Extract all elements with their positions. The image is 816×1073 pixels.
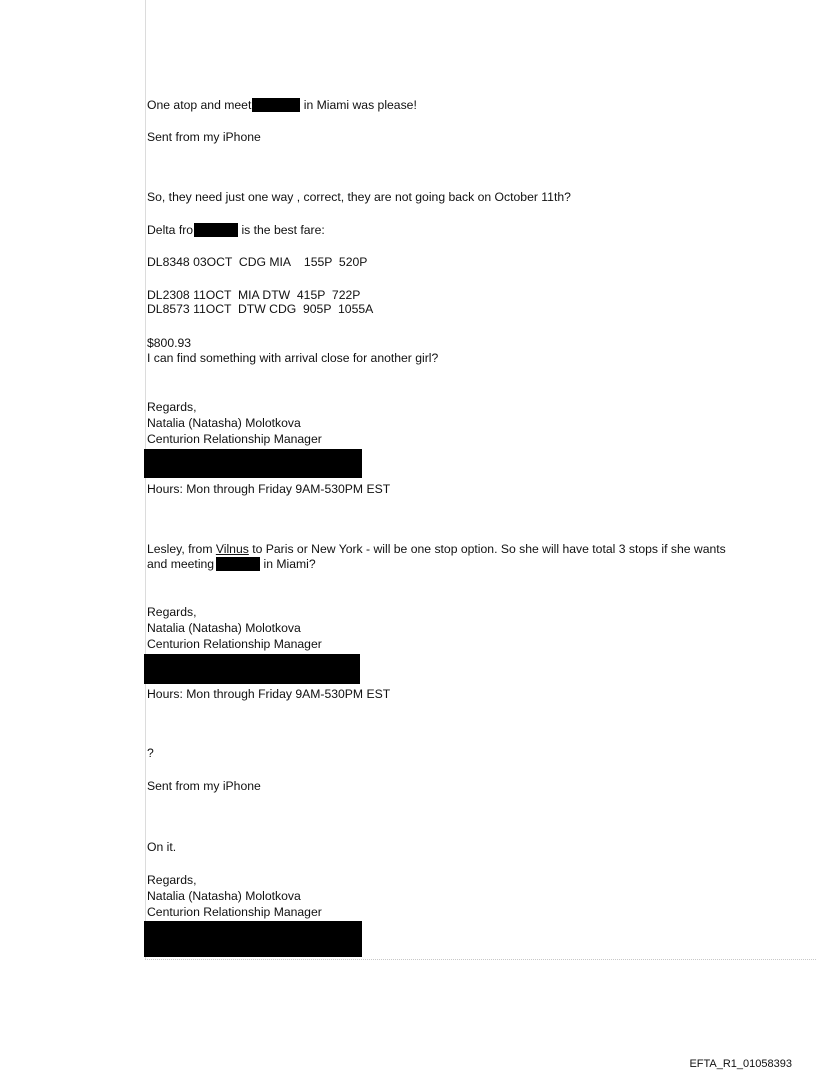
- email3-vilnus-text: Vilnus: [215, 542, 249, 556]
- email2-regards: Regards,: [147, 400, 197, 414]
- email3-line2-end: in Miami?: [260, 557, 316, 571]
- email5-sender-name: Natalia (Natasha) Molotkova: [147, 889, 301, 903]
- email3-line2-start: and meeting: [147, 557, 215, 571]
- email3-regards: Regards,: [147, 605, 197, 619]
- email1-text-after: in Miami was please!: [300, 98, 417, 112]
- redaction-box: [144, 449, 362, 478]
- email4-signature: Sent from my iPhone: [147, 779, 261, 793]
- delta-prefix: Delta fro: [147, 223, 194, 237]
- email1-text-before: One atop and meet: [147, 98, 252, 112]
- flight-line-3: DL8573 11OCT DTW CDG 905P 1055A: [147, 302, 374, 316]
- redaction-box: [216, 557, 260, 571]
- email2-delta-line: [147, 223, 325, 237]
- email3-line1-start: Lesley, from: [147, 542, 216, 556]
- flight-line-1: DL8348 03OCT CDG MIA 155P 520P: [147, 255, 368, 269]
- fare-price: $800.93: [147, 336, 192, 350]
- delta-suffix: is the best fare:: [238, 223, 325, 237]
- flight-line-2: DL2308 11OCT MIA DTW 415P 722P: [147, 288, 361, 302]
- thread-divider: [145, 959, 816, 960]
- email3-line2: [147, 557, 316, 571]
- email2-sender-title: Centurion Relationship Manager: [147, 432, 322, 446]
- email5-sender-title: Centurion Relationship Manager: [147, 905, 322, 919]
- email5-text: On it.: [147, 840, 177, 854]
- email3-sender-title: Centurion Relationship Manager: [147, 637, 322, 651]
- document-id: EFTA_R1_01058393: [689, 1058, 792, 1070]
- email2-sender-name: Natalia (Natasha) Molotkova: [147, 416, 301, 430]
- email2-question: So, they need just one way , correct, they are not going back on October 11th?: [147, 190, 571, 204]
- email3-sender-name: Natalia (Natasha) Molotkova: [147, 621, 301, 635]
- email5-regards: Regards,: [147, 873, 197, 887]
- redaction-box: [144, 921, 362, 957]
- redaction-box: [194, 223, 238, 237]
- email1-signature: Sent from my iPhone: [147, 130, 261, 144]
- redaction-box: [144, 654, 360, 684]
- email3-hours: Hours: Mon through Friday 9AM-530PM EST: [147, 687, 391, 701]
- email1-body: [147, 98, 417, 112]
- email2-followup: I can find something with arrival close for another girl?: [147, 351, 439, 365]
- redaction-box: [252, 98, 300, 112]
- email3-line1-end: to Paris or New York - will be one stop option. So she will have total 3 stops if she wants: [248, 542, 726, 556]
- email3-line1: [147, 542, 726, 556]
- email2-hours: Hours: Mon through Friday 9AM-530PM EST: [147, 482, 391, 496]
- email4-text: ?: [147, 746, 154, 760]
